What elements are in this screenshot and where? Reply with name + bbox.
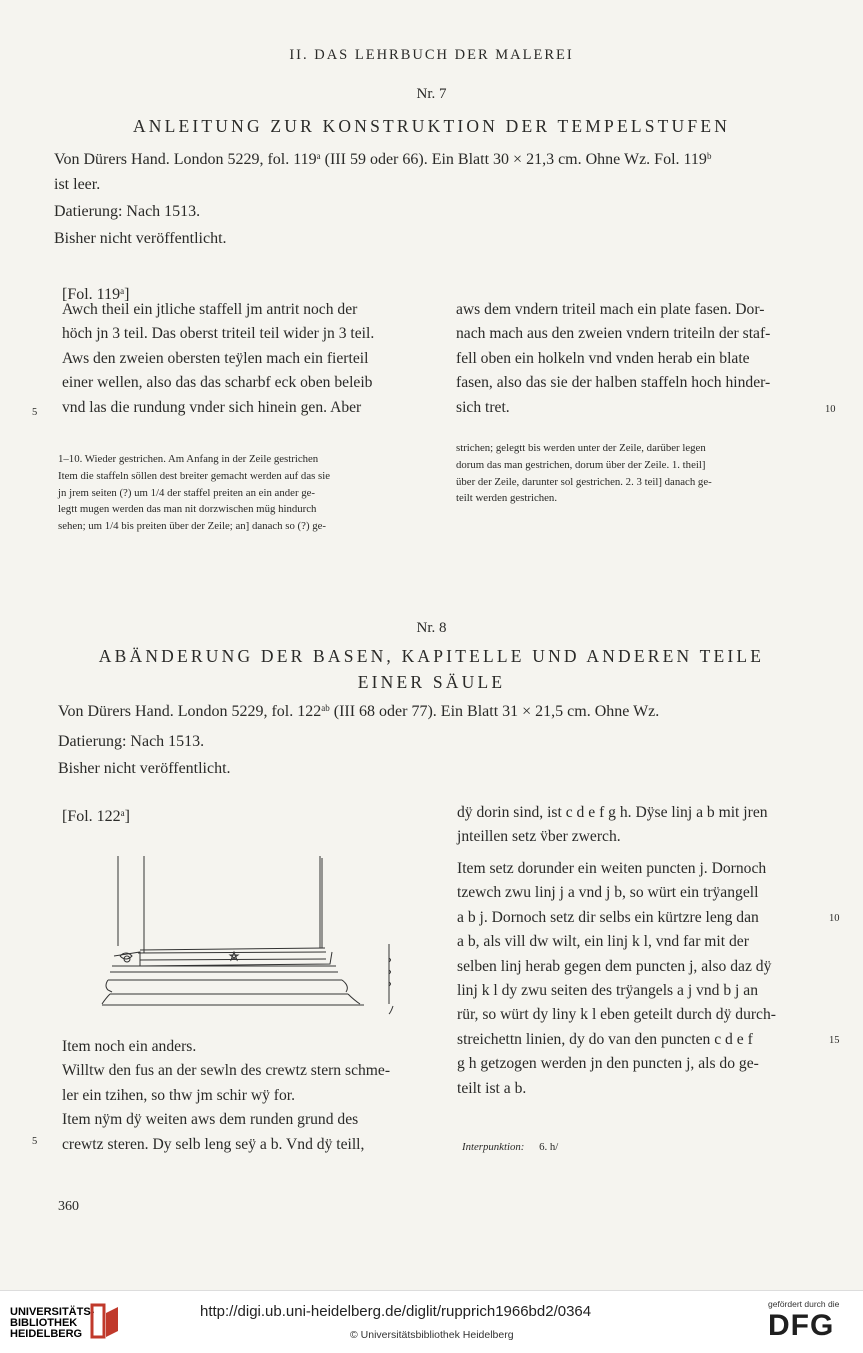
nr8-published: Bisher nicht veröffentlicht. <box>58 760 231 777</box>
section-title-8-line1: ABÄNDERUNG DER BASEN, KAPITELLE UND ANDEREN TEILE <box>98 646 765 666</box>
text-line: nach mach aus den zweien vndern triteiln der staf- <box>456 325 771 343</box>
nr8-description: Von Dürers Hand. London 5229, fol. $122^{ab}$ (III 68 oder 77). Ein Blatt 31 × 21,5 cm. Ohne Wz. <box>58 703 660 720</box>
text-line: vnd las die rundung vnder sich hinein gen. Aber <box>62 398 362 416</box>
nr8-note <box>462 1139 558 1156</box>
section-number-8: Nr. 8 <box>416 620 447 636</box>
section-title-7: ANLEITUNG ZUR KONSTRUKTION DER TEMPELSTUFEN <box>132 116 731 136</box>
running-head: II. DAS LEHRBUCH DER MALEREI <box>289 47 574 63</box>
section-number-7: Nr. 7 <box>416 86 447 102</box>
nr8-dating: Datierung: Nach 1513. <box>58 733 205 750</box>
library-name: UNIVERSITÄTS- BIBLIOTHEK HEIDELBERG <box>10 1306 95 1340</box>
note-line: strichen; gelegtt bis werden unter der Zeile, darüber legen <box>456 442 706 454</box>
nr7-dating: Datierung: Nach 1513. <box>54 203 201 220</box>
text-line: a b j. Dornoch setz dir selbs ein kürtzre leng dan <box>457 908 759 926</box>
viewer-footer <box>0 1290 863 1353</box>
text-line: Item noch ein anders. <box>62 1038 197 1055</box>
text-line: ler ein tzihen, so thw jm schir wÿ for. <box>62 1086 295 1104</box>
nr7-published: Bisher nicht veröffentlicht. <box>54 230 227 247</box>
line-number: 15 <box>829 1035 840 1046</box>
line-number: 5 <box>32 407 38 418</box>
text-line: einer wellen, also das das scharbf eck oben beleib <box>62 374 373 392</box>
note-line: über der Zeile, darunter sol gestrichen. 2. 3 teil] danach ge- <box>456 475 712 488</box>
text-line: höch jn 3 teil. Das oberst triteil teil wider jn 3 teil. <box>62 325 375 343</box>
note-line: Item die staffeln söllen dest breiter gemacht werden auf das sie <box>58 469 331 482</box>
note-line: legtt mugen werden das man nit dorzwischen müg hindurch <box>58 503 317 516</box>
text-line: jnteillen setz v̈ber zwerch. <box>457 828 621 846</box>
nr7-notes-right <box>456 440 712 507</box>
nr8-right-column-b <box>457 857 817 1101</box>
note-line: sehen; um 1/4 bis preiten über der Zeile; an] danach so (?) ge- <box>58 520 327 533</box>
note-line: teilt werden gestrichen. <box>456 492 558 505</box>
text-line: fasen, also das sie der halben staffeln hoch hinder- <box>456 374 771 392</box>
line-number: 10 <box>829 913 840 924</box>
nr7-description-line2: ist leer. <box>54 176 101 193</box>
nr8-left-column <box>62 1035 422 1157</box>
text-line: Awch theil ein jtliche staffell jm antrit noch der <box>62 301 358 318</box>
text-line: sich tret. <box>456 398 510 416</box>
note-line: 1–10. Wieder gestrichen. Am Anfang in der Zeile gestrichen <box>58 453 319 465</box>
text-line: dÿ dorin sind, ist c d e f g h. Dÿse linj a b mit jren <box>457 804 768 821</box>
text-line: rür, so würt dy liny k l eben geteilt durch dÿ durch- <box>457 1006 776 1024</box>
dfg-logo: DFG <box>768 1309 835 1342</box>
text-line: crewtz steren. Dy selb leng seÿ a b. Vnd dÿ teill, <box>62 1135 365 1153</box>
nr7-folio: [Fol. 119$^a$] <box>62 286 130 303</box>
nr7-description-line1: Von Dürers Hand. London 5229, fol. 119$^a$ (III 59 oder 66). Ein Blatt 30 × 21,3 cm. Ohne Wz. Fol. 119$^b$ <box>54 151 712 168</box>
note-line: dorum das man gestrichen, dorum über der Zeile. 1. theil] <box>456 458 706 471</box>
text-line: teilt ist a b. <box>457 1079 527 1097</box>
funded-by-label: gefördert durch die <box>768 1299 840 1309</box>
text-line: a b, als vill dw wilt, ein linj k l, vnd far mit der <box>457 933 749 951</box>
text-line: Aws den zweien obersten teÿlen mach ein fierteil <box>62 349 369 367</box>
note-label: Interpunktion: <box>462 1141 525 1153</box>
nr7-notes-left <box>58 451 330 535</box>
university-library-logo-icon <box>88 1301 122 1341</box>
note-text: 6. h/ <box>539 1141 559 1153</box>
nr8-right-column-a <box>457 801 817 850</box>
permalink[interactable]: http://digi.ub.uni-heidelberg.de/diglit/rupprich1966bd2/0364 <box>200 1303 592 1320</box>
text-line: aws dem vndern triteil mach ein plate fasen. Dor- <box>456 301 765 318</box>
page-number: 360 <box>58 1199 79 1214</box>
section-title-8-line2: EINER SÄULE <box>357 672 506 692</box>
text-line: streichettn linien, dy do van den puncten c d e f <box>457 1030 753 1048</box>
text-line: Item nÿm dÿ weiten aws dem runden grund des <box>62 1111 359 1129</box>
text-line: selben linj herab gegen dem puncten j, also daz dÿ <box>457 957 772 975</box>
text-line: linj k l dy zwu seiten des trÿangels a j vnd b j an <box>457 981 758 999</box>
text-line: Willtw den fus an der sewln des crewtz stern schme- <box>62 1062 391 1080</box>
text-line: g h getzogen werden jn den puncten j, als do ge- <box>457 1055 759 1073</box>
nr8-folio: [Fol. 122$^a$] <box>62 808 130 825</box>
note-line: jn jrem seiten (?) um 1/4 der staffel preiten an ein ander ge- <box>58 486 316 499</box>
nr7-right-column <box>456 298 818 420</box>
nr7-left-column <box>62 298 417 420</box>
line-number: 10 <box>825 404 836 415</box>
copyright: © Universitätsbibliothek Heidelberg <box>350 1329 514 1341</box>
text-line: Item setz dorunder ein weiten puncten j. Dornoch <box>457 860 767 877</box>
line-number: 5 <box>32 1136 38 1147</box>
text-line: fell oben ein holkeln vnd vnden herab ein blate <box>456 349 750 367</box>
column-base-drawing <box>100 848 410 1028</box>
text-line: tzewch zwu linj j a vnd j b, so würt ein trÿangell <box>457 884 759 902</box>
